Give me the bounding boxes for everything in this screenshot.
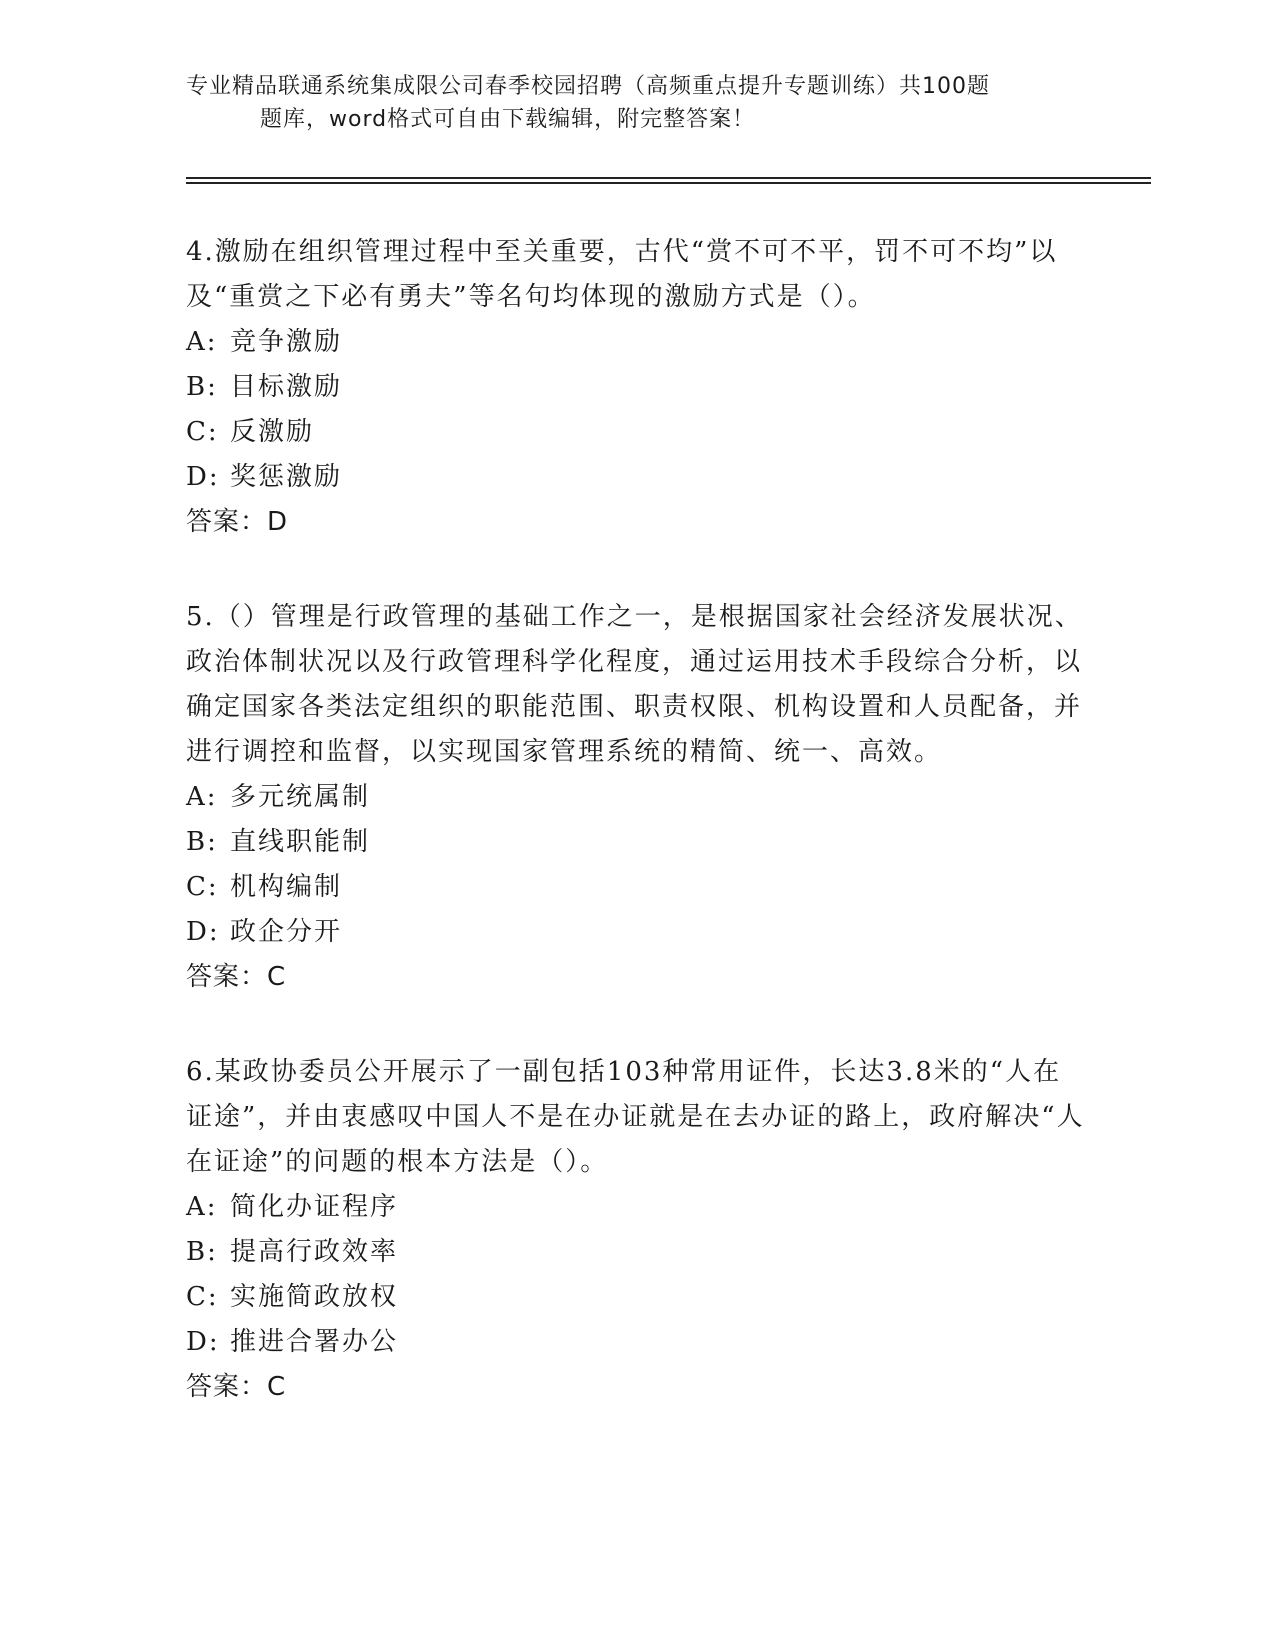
- option-text: 多元统属制: [230, 782, 371, 812]
- option-text: 提高行政效率: [230, 1237, 399, 1267]
- option-key: C:: [186, 872, 219, 902]
- option-text: 目标激励: [230, 372, 343, 402]
- option-text: 直线职能制: [230, 827, 371, 857]
- option-text: 实施简政放权: [230, 1282, 399, 1312]
- header-title-line-1: 专业精品联通系统集成限公司春季校园招聘（高频重点提升专题训练）共100题: [186, 74, 990, 99]
- question-5: [186, 595, 1086, 1000]
- header-title-line-2: 题库，word格式可自由下载编辑，附完整答案！: [260, 107, 756, 132]
- answer-line: 答案：C: [186, 962, 287, 992]
- option-key: D:: [186, 1327, 220, 1357]
- option-text: 简化办证程序: [230, 1192, 399, 1222]
- option-text: 奖惩激励: [230, 462, 343, 492]
- option-text: 推进合署办公: [230, 1327, 399, 1357]
- answer-line: 答案：C: [186, 1372, 287, 1402]
- option-d: [186, 1320, 1086, 1365]
- option-key: D:: [186, 917, 220, 947]
- question-4: [186, 230, 1086, 545]
- option-d: [186, 910, 1086, 955]
- question-stem: 6.某政协委员公开展示了一副包括103种常用证件，长达3.8米的“人在证途”，并由衷感叹中国人不是在办证就是在去办证的路上，政府解决“人在证途”的问题的根本方法是（）。: [186, 1057, 1085, 1177]
- question-6: [186, 1050, 1086, 1410]
- header-rule-bottom: [186, 182, 1151, 184]
- option-b: [186, 365, 1086, 410]
- option-key: D:: [186, 462, 220, 492]
- option-key: A:: [186, 327, 218, 357]
- option-key: B:: [186, 827, 218, 857]
- option-b: [186, 1230, 1086, 1275]
- option-key: B:: [186, 372, 218, 402]
- question-stem: 4.激励在组织管理过程中至关重要，古代“赏不可不平，罚不可不均”以及“重赏之下必有勇夫”等名句均体现的激励方式是（）。: [186, 237, 1058, 312]
- option-c: [186, 410, 1086, 455]
- question-list: [186, 230, 1086, 1460]
- document-header: [186, 70, 1066, 136]
- option-key: A:: [186, 1192, 218, 1222]
- option-text: 竞争激励: [230, 327, 343, 357]
- answer-line: 答案：D: [186, 507, 289, 537]
- option-a: [186, 775, 1086, 820]
- option-text: 反激励: [230, 417, 315, 447]
- option-key: B:: [186, 1237, 218, 1267]
- option-key: C:: [186, 1282, 219, 1312]
- option-key: A:: [186, 782, 218, 812]
- option-d: [186, 455, 1086, 500]
- option-a: [186, 1185, 1086, 1230]
- option-c: [186, 865, 1086, 910]
- option-c: [186, 1275, 1086, 1320]
- header-rule-top: [186, 177, 1151, 179]
- option-text: 政企分开: [230, 917, 343, 947]
- option-a: [186, 320, 1086, 365]
- option-b: [186, 820, 1086, 865]
- option-text: 机构编制: [230, 872, 343, 902]
- question-stem: 5.（）管理是行政管理的基础工作之一，是根据国家社会经济发展状况、政治体制状况以及行政管理科学化程度，通过运用技术手段综合分析，以确定国家各类法定组织的职能范围、职责权限、机构设置和人员配备，并进行调控和监督，以实现国家管理系统的精简、统一、高效。: [186, 602, 1083, 767]
- option-key: C:: [186, 417, 219, 447]
